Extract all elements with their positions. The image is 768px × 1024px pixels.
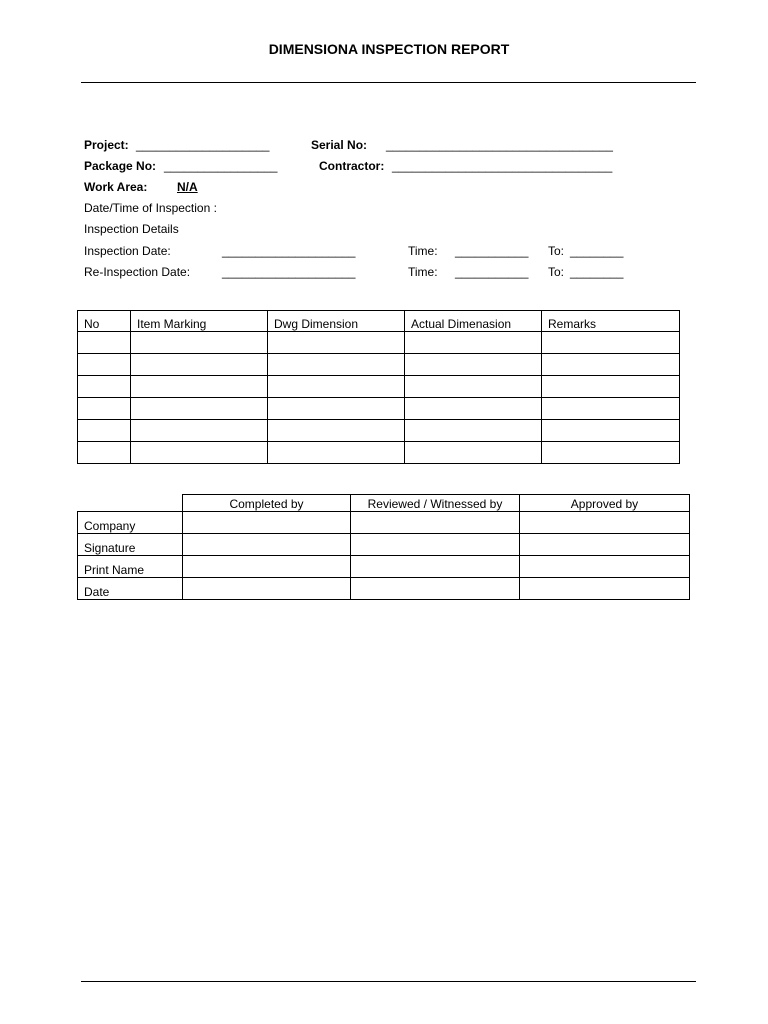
signoff-row-company — [78, 512, 690, 534]
table-cell[interactable] — [78, 332, 131, 354]
inspection-to-field[interactable]: ________ — [570, 244, 624, 258]
row-label-company: Company — [78, 512, 183, 534]
table-cell[interactable] — [268, 354, 405, 376]
inspection-date-field[interactable]: ____________________ — [222, 244, 356, 258]
table-cell[interactable] — [131, 442, 268, 464]
table-cell[interactable] — [131, 398, 268, 420]
table-cell[interactable] — [542, 420, 680, 442]
column-header-remarks: Remarks — [542, 311, 680, 332]
inspection-details-label: Inspection Details — [84, 222, 179, 236]
title-divider — [81, 82, 696, 83]
work-area-value: N/A — [177, 180, 198, 194]
table-cell[interactable] — [405, 354, 542, 376]
reinspection-to-field[interactable]: ________ — [570, 265, 624, 279]
reinspection-to-label: To: — [548, 265, 565, 279]
table-cell[interactable] — [183, 512, 351, 534]
date-time-of-inspection-label: Date/Time of Inspection : — [84, 201, 217, 215]
column-header-item-marking: Item Marking — [131, 311, 268, 332]
inspection-items-table — [77, 310, 680, 464]
table-cell[interactable] — [131, 354, 268, 376]
table-cell[interactable] — [520, 578, 690, 600]
table-header-row — [78, 311, 680, 332]
table-cell[interactable] — [520, 556, 690, 578]
table-row — [78, 332, 680, 354]
report-title: DIMENSIONA INSPECTION REPORT — [268, 41, 510, 57]
column-header-reviewed-witnessed-by: Reviewed / Witnessed by — [351, 495, 520, 512]
signoff-row-print-name — [78, 556, 690, 578]
contractor-label: Contractor: — [319, 159, 385, 173]
table-cell[interactable] — [78, 354, 131, 376]
table-cell[interactable] — [542, 442, 680, 464]
table-cell[interactable] — [131, 332, 268, 354]
table-row — [78, 420, 680, 442]
table-cell[interactable] — [542, 376, 680, 398]
inspection-to-label: To: — [548, 244, 565, 258]
reinspection-time-field[interactable]: ___________ — [455, 265, 529, 279]
table-row — [78, 442, 680, 464]
table-cell[interactable] — [268, 398, 405, 420]
table-cell[interactable] — [542, 354, 680, 376]
table-row — [78, 398, 680, 420]
table-cell[interactable] — [183, 556, 351, 578]
inspection-time-label: Time: — [408, 244, 438, 258]
table-cell[interactable] — [78, 398, 131, 420]
table-cell[interactable] — [78, 376, 131, 398]
table-cell[interactable] — [520, 512, 690, 534]
table-cell[interactable] — [351, 556, 520, 578]
table-cell[interactable] — [268, 332, 405, 354]
column-header-completed-by: Completed by — [183, 495, 351, 512]
table-cell[interactable] — [131, 420, 268, 442]
table-cell[interactable] — [542, 332, 680, 354]
column-header-actual-dimension: Actual Dimenasion — [405, 311, 542, 332]
table-cell[interactable] — [268, 376, 405, 398]
signoff-row-signature — [78, 534, 690, 556]
row-label-print-name: Print Name — [78, 556, 183, 578]
inspection-time-field[interactable]: ___________ — [455, 244, 529, 258]
inspection-date-label: Inspection Date: — [84, 244, 171, 258]
table-cell[interactable] — [78, 442, 131, 464]
contractor-field[interactable]: _________________________________ — [392, 159, 613, 173]
footer-divider — [81, 981, 696, 982]
table-cell[interactable] — [131, 376, 268, 398]
table-cell[interactable] — [405, 420, 542, 442]
column-header-dwg-dimension: Dwg Dimension — [268, 311, 405, 332]
serial-no-label: Serial No: — [311, 138, 368, 152]
serial-no-field[interactable]: __________________________________ — [386, 138, 613, 152]
table-cell[interactable] — [520, 534, 690, 556]
work-area-label: Work Area: — [84, 180, 148, 194]
signoff-header-row — [78, 495, 690, 512]
table-cell[interactable] — [351, 512, 520, 534]
table-cell[interactable] — [542, 398, 680, 420]
table-cell[interactable] — [351, 578, 520, 600]
table-cell[interactable] — [405, 398, 542, 420]
table-cell[interactable] — [268, 420, 405, 442]
signoff-row-date — [78, 578, 690, 600]
package-no-field[interactable]: _________________ — [164, 159, 278, 173]
project-label: Project: — [84, 138, 129, 152]
table-cell[interactable] — [405, 442, 542, 464]
table-cell[interactable] — [183, 578, 351, 600]
table-cell[interactable] — [405, 376, 542, 398]
row-label-date: Date — [78, 578, 183, 600]
row-label-signature: Signature — [78, 534, 183, 556]
reinspection-date-label: Re-Inspection Date: — [84, 265, 191, 279]
table-cell[interactable] — [351, 534, 520, 556]
table-cell[interactable] — [405, 332, 542, 354]
package-no-label: Package No: — [84, 159, 157, 173]
signoff-corner-cell — [78, 495, 183, 512]
column-header-no: No — [78, 311, 131, 332]
reinspection-time-label: Time: — [408, 265, 438, 279]
reinspection-date-field[interactable]: ____________________ — [222, 265, 356, 279]
table-row — [78, 376, 680, 398]
column-header-approved-by: Approved by — [520, 495, 690, 512]
table-cell[interactable] — [268, 442, 405, 464]
table-cell[interactable] — [183, 534, 351, 556]
signoff-table — [77, 494, 690, 600]
project-field[interactable]: ____________________ — [136, 138, 270, 152]
table-row — [78, 354, 680, 376]
table-cell[interactable] — [78, 420, 131, 442]
